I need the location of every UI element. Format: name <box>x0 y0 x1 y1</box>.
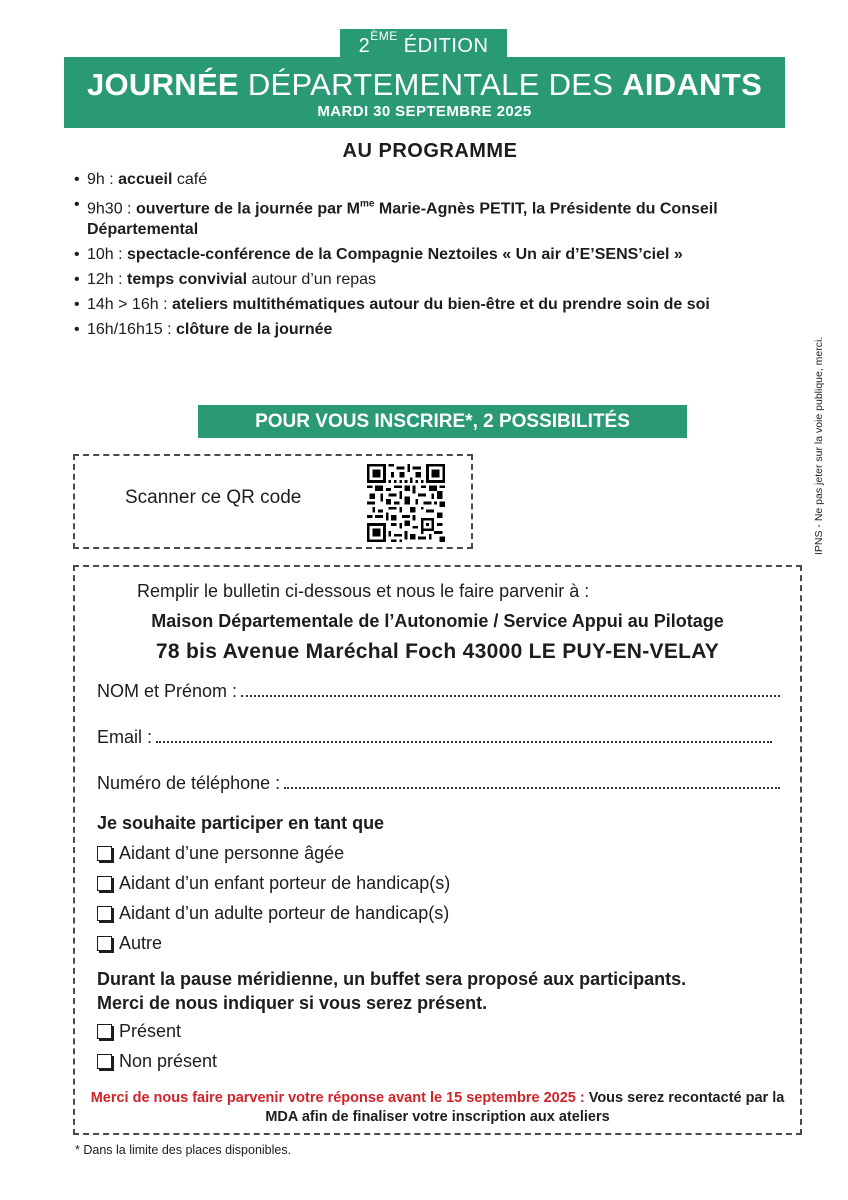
address-line-2: 78 bis Avenue Maréchal Foch 43000 LE PUY-EN-VELAY <box>155 640 720 663</box>
phone-field[interactable]: Numéro de téléphone : <box>97 773 780 794</box>
page-title: JOURNÉE DÉPARTEMENTALE DES AIDANTS <box>86 67 763 102</box>
checkbox-non-present[interactable]: Non présent <box>97 1051 217 1072</box>
programme-list <box>74 169 774 344</box>
programme-item: • 16h/16h15 : clôture de la journée <box>74 319 774 340</box>
name-field[interactable]: NOM et Prénom : <box>97 681 780 702</box>
checkbox-aidant-adulte[interactable]: Aidant d’un adulte porteur de handicap(s) <box>97 903 449 924</box>
edition-badge: 2ÈME ÉDITION <box>340 29 507 62</box>
event-date: MARDI 30 SEPTEMBRE 2025 <box>317 103 532 120</box>
checkbox-aidant-enfant[interactable]: Aidant d’un enfant porteur de handicap(s) <box>97 873 450 894</box>
footnote: * Dans la limite des places disponibles. <box>75 1143 292 1157</box>
programme-item: • 10h : spectacle-conférence de la Compagnie Neztoiles « Un air d’E’SENS’ciel » <box>74 244 774 265</box>
inscription-title: POUR VOUS INSCRIRE*, 2 POSSIBILITÉS <box>198 405 687 438</box>
buffet-question: Durant la pause méridienne, un buffet sera proposé aux participants. Merci de nous indiquer si vous serez présent. <box>97 969 687 1013</box>
checkbox-autre[interactable]: Autre <box>97 933 162 954</box>
deadline-note: Merci de nous faire parvenir votre réponse avant le 15 septembre 2025 : Vous serez recontacté par la MDA afin de finaliser votre inscription aux ateliers <box>90 1090 785 1125</box>
programme-item: • 9h30 : ouverture de la journée par $M^{me}$ Marie-Agnès PETIT, la Présidente du Conseil Départemental <box>74 194 774 240</box>
programme-item: • 12h : temps convivial autour d’un repas <box>74 269 774 290</box>
qr-code-icon[interactable] <box>367 464 445 542</box>
checkbox-icon[interactable] <box>97 1024 112 1039</box>
checkbox-aidant-personne-agee[interactable]: Aidant d’une personne âgée <box>97 843 344 864</box>
checkbox-icon[interactable] <box>97 876 112 891</box>
qr-option-box <box>73 454 473 549</box>
programme-item: • 9h : accueil café <box>74 169 774 190</box>
checkbox-present[interactable]: Présent <box>97 1021 181 1042</box>
checkbox-icon[interactable] <box>97 1054 112 1069</box>
qr-label: Scanner ce QR code <box>125 487 302 508</box>
ipns-notice: IPNS - Ne pas jeter sur la voie publique, merci. <box>813 336 825 555</box>
programme-title: AU PROGRAMME <box>342 140 518 162</box>
checkbox-icon[interactable] <box>97 906 112 921</box>
participation-question: Je souhaite participer en tant que <box>97 813 385 833</box>
email-field[interactable]: Email : <box>97 727 772 748</box>
registration-form <box>73 565 802 1135</box>
form-intro: Remplir le bulletin ci-dessous et nous le faire parvenir à : <box>137 581 590 601</box>
address-line-1: Maison Départementale de l’Autonomie / Service Appui au Pilotage <box>151 611 724 631</box>
programme-item: • 14h > 16h : ateliers multithématiques autour du bien-être et du prendre soin de soi <box>74 294 774 315</box>
checkbox-icon[interactable] <box>97 936 112 951</box>
title-banner <box>64 57 785 128</box>
checkbox-icon[interactable] <box>97 846 112 861</box>
